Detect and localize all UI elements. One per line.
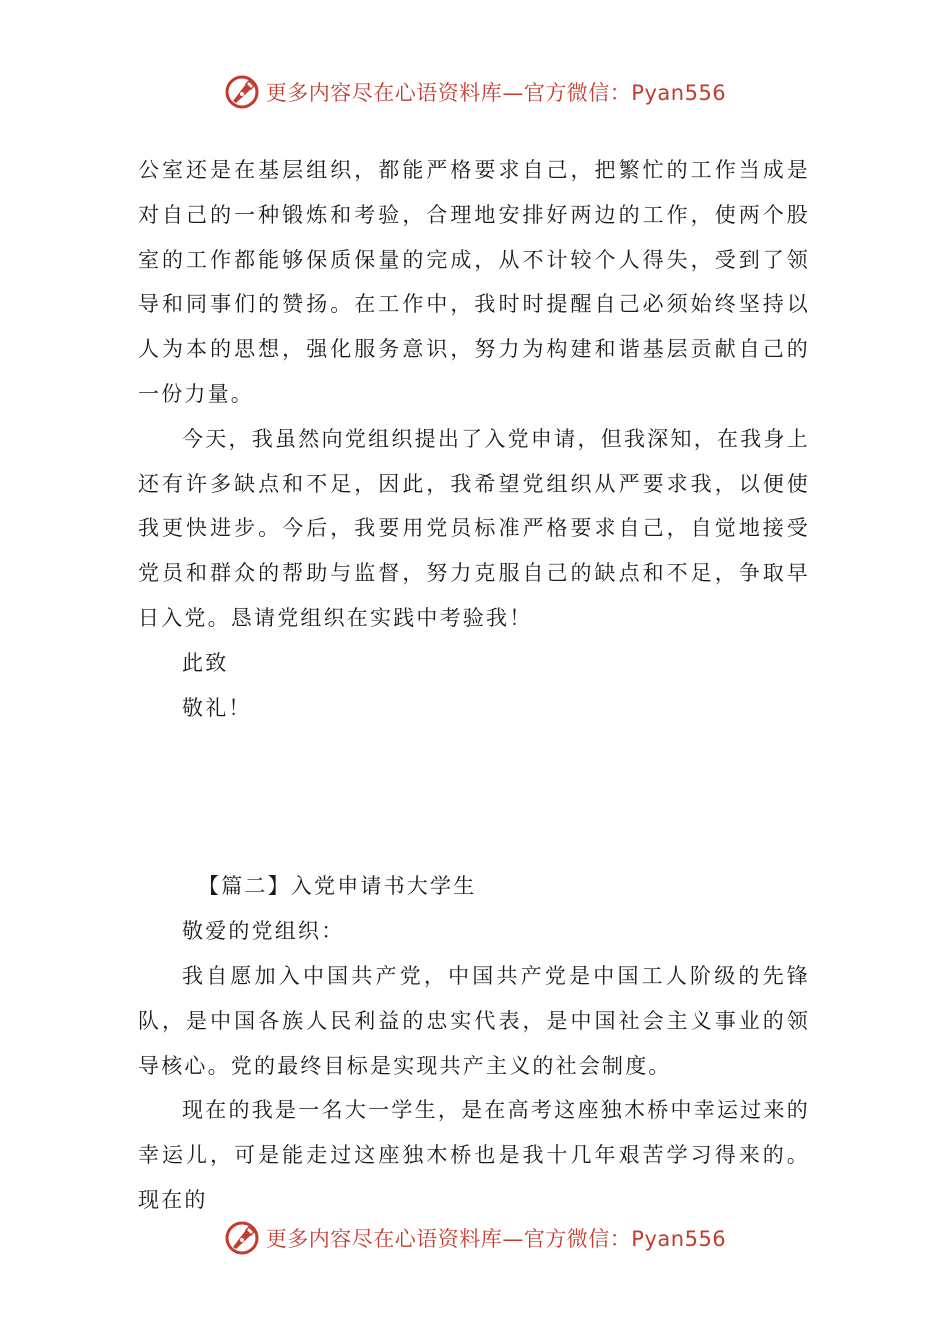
pen-nib-logo-icon xyxy=(224,1220,260,1256)
pen-nib-logo-icon xyxy=(224,74,260,110)
footer-banner xyxy=(0,1216,950,1260)
closing-line-2: 敬礼！ xyxy=(182,695,252,720)
paragraph-commitment: 今天，我虽然向党组织提出了入党申请，但我深知，在我身上还有许多缺点和不足，因此，我希望党组织从严要求我，以便使我更快进步。今后，我要用党员标准严格要求自己，自觉地接受党员和群众的帮助与监督，努力克服自己的缺点和不足，争取早日入党。恳请党组织在实践中考验我！ xyxy=(138,426,810,630)
banner-separator: — xyxy=(502,81,524,105)
closing-line-1: 此致 xyxy=(182,650,229,675)
banner-contact-text: 官方微信：Pyan556 xyxy=(523,81,727,105)
paragraph-continuation: 公室还是在基层组织，都能严格要求自己，把繁忙的工作当成是对自己的一种锻炼和考验，合理地安排好两边的工作，使两个股室的工作都能够保质保量的完成，从不计较个人得失，受到了领导和同事们的赞扬。在工作中，我时时提醒自己必须始终坚持以人为本的思想，强化服务意识，努力为构建和谐基层贡献自己的一份力量。 xyxy=(138,158,810,406)
banner-text xyxy=(266,1223,726,1253)
salutation: 敬爱的党组织： xyxy=(182,919,345,944)
paragraph-intro: 我自愿加入中国共产党，中国共产党是中国工人阶级的先锋队，是中国各族人民利益的忠实代表，是中国社会主义事业的领导核心。党的最终目标是实现共产主义的社会制度。 xyxy=(138,963,810,1078)
header-banner xyxy=(0,70,950,114)
banner-main-text: 更多内容尽在心语资料库 xyxy=(265,81,503,105)
document-body xyxy=(138,148,810,1223)
banner-separator: — xyxy=(502,1227,524,1251)
banner-main-text: 更多内容尽在心语资料库 xyxy=(265,1227,503,1251)
section-gap xyxy=(138,730,810,864)
paragraph-student: 现在的我是一名大一学生，是在高考这座独木桥中幸运过来的幸运儿，可是能走过这座独木桥也是我十几年艰苦学习得来的。现在的 xyxy=(138,1098,810,1212)
banner-contact-text: 官方微信：Pyan556 xyxy=(523,1227,727,1251)
banner-text xyxy=(266,77,726,107)
section-title: 【篇二】入党申请书大学生 xyxy=(198,874,477,899)
